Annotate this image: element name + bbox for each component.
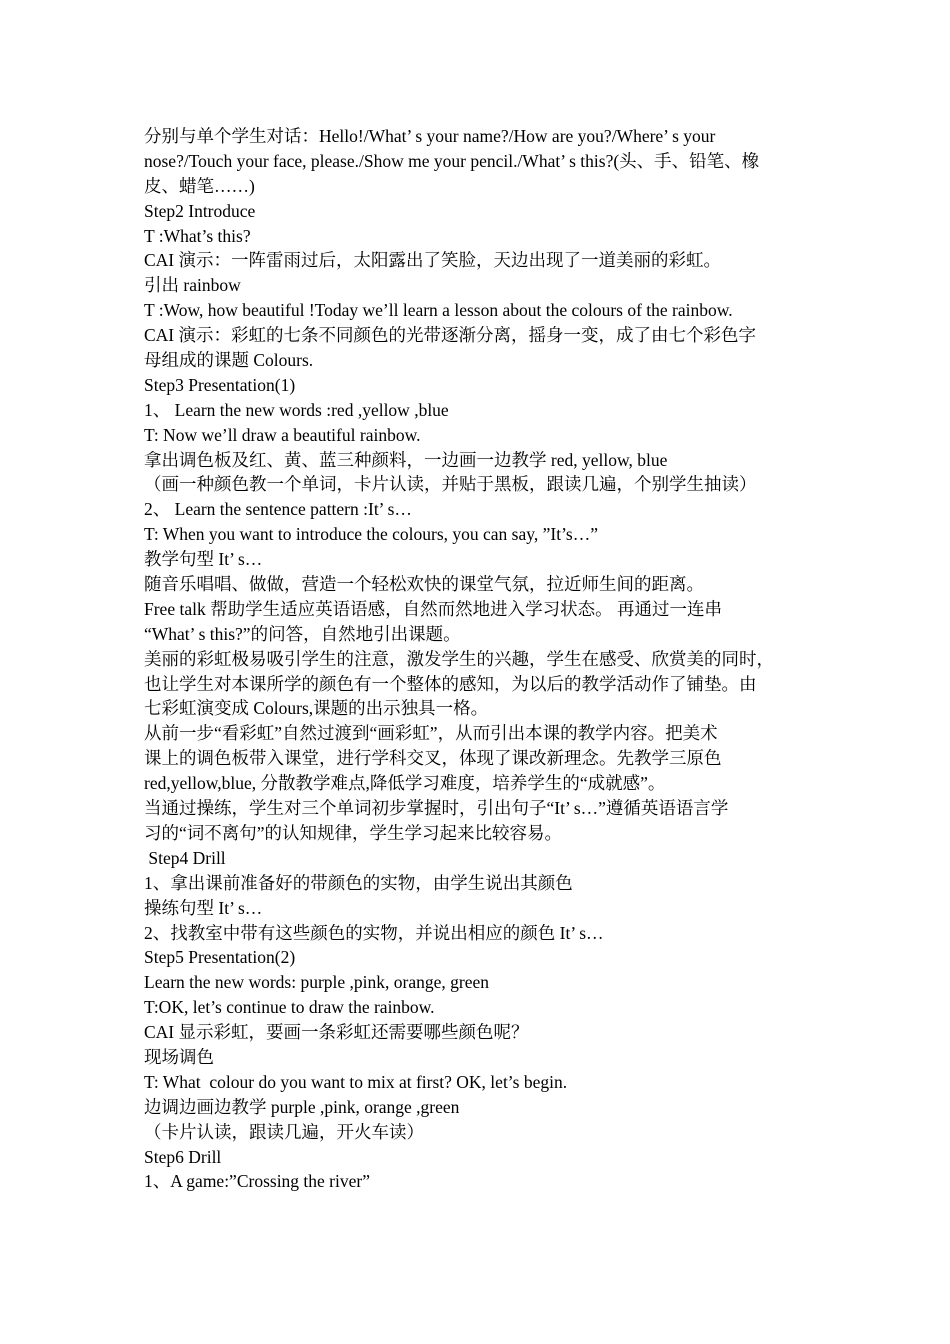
- text-line: 课上的调色板带入课堂，进行学科交叉，体现了课改新理念。先教学三原色: [144, 748, 722, 769]
- text-line: 拿出调色板及红、黄、蓝三种颜料，一边画一边教学 red, yellow, blue: [144, 449, 668, 470]
- text-line: 教学句型 It’ s…: [144, 549, 263, 570]
- text-line: Learn the new words: purple ,pink, orange, green: [144, 972, 490, 993]
- text-line: red,yellow,blue, 分散教学难点,降低学习难度，培养学生的“成就感”。: [144, 773, 666, 794]
- section-heading-step5: Step5 Presentation(2): [144, 947, 296, 968]
- text-line: 1、拿出课前准备好的带颜色的实物，由学生说出其颜色: [144, 872, 573, 893]
- text-line: 操练句型 It’ s…: [144, 897, 263, 918]
- text-line: 七彩虹演变成 Colours,课题的出示独具一格。: [144, 698, 489, 719]
- text-line: 分别与单个学生对话：Hello!/What’ s your name?/How are you?/Where’ s your: [144, 126, 716, 146]
- section-heading-step6: Step6 Drill: [144, 1146, 222, 1167]
- text-line: T :What’s this?: [144, 225, 251, 246]
- text-line: CAI 显示彩虹，要画一条彩虹还需要哪些颜色呢？: [144, 1022, 529, 1043]
- text-line: T: When you want to introduce the colours, you can say, ”It’s…”: [144, 524, 599, 545]
- text-line: 1、A game:”Crossing the river”: [144, 1171, 370, 1192]
- text-line: 当通过操练，学生对三个单词初步掌握时，引出句子“It’ s…”遵循英语语言学: [144, 798, 729, 819]
- section-heading-step3: Step3 Presentation(1): [144, 374, 296, 395]
- text-line: （卡片认读，跟读几遍，开火车读）: [144, 1121, 424, 1142]
- document-body: [144, 124, 812, 1194]
- text-line: 也让学生对本课所学的颜色有一个整体的感知，为以后的教学活动作了铺垫。由: [144, 673, 757, 694]
- text-line: “What’ s this?”的问答，自然地引出课题。: [144, 623, 461, 644]
- text-line: T :Wow, how beautiful !Today we’ll learn a lesson about the colours of the rainbow.: [144, 300, 733, 321]
- text-line: 现场调色: [144, 1046, 214, 1067]
- text-line: 2、 Learn the sentence pattern :It’ s…: [144, 499, 412, 520]
- text-line: T: What colour do you want to mix at first? OK, let’s begin.: [144, 1071, 568, 1092]
- text-line: 皮、蜡笔……): [144, 175, 255, 196]
- text-line: 引出 rainbow: [144, 275, 241, 296]
- text-line: 1、 Learn the new words :red ,yellow ,blue: [144, 399, 449, 420]
- text-line: CAI 演示：一阵雷雨过后，太阳露出了笑脸，天边出现了一道美丽的彩虹。: [144, 250, 722, 271]
- text-line: CAI 演示：彩虹的七条不同颜色的光带逐渐分离，摇身一变，成了由七个彩色字: [144, 325, 757, 346]
- text-line: 母组成的课题 Colours.: [144, 350, 314, 371]
- text-line: Free talk 帮助学生适应英语语感，自然而然地进入学习状态。 再通过一连串: [144, 598, 722, 619]
- text-line: nose?/Touch your face, please./Show me your pencil./What’ s this?(头、手、铅笔、橡: [144, 150, 760, 171]
- text-line: T: Now we’ll draw a beautiful rainbow.: [144, 424, 421, 445]
- section-heading-step4: Step4 Drill: [144, 847, 226, 868]
- text-line: 2、找教室中带有这些颜色的实物，并说出相应的颜色 It’ s…: [144, 922, 604, 943]
- text-line: 美丽的彩虹极易吸引学生的注意，激发学生的兴趣，学生在感受、欣赏美的同时，: [144, 648, 774, 669]
- text-line: 从前一步“看彩虹”自然过渡到“画彩虹”，从而引出本课的教学内容。把美术: [144, 723, 718, 744]
- text-line: T:OK, let’s continue to draw the rainbow.: [144, 997, 435, 1018]
- section-heading-step2: Step2 Introduce: [144, 200, 256, 221]
- text-line: 习的“词不离句”的认知规律，学生学习起来比较容易。: [144, 822, 563, 843]
- text-line: （画一种颜色教一个单词，卡片认读，并贴于黑板，跟读几遍，个别学生抽读）: [144, 474, 757, 495]
- text-line: 随音乐唱唱、做做，营造一个轻松欢快的课堂气氛，拉近师生间的距离。: [144, 574, 704, 595]
- text-line: 边调边画边教学 purple ,pink, orange ,green: [144, 1096, 460, 1117]
